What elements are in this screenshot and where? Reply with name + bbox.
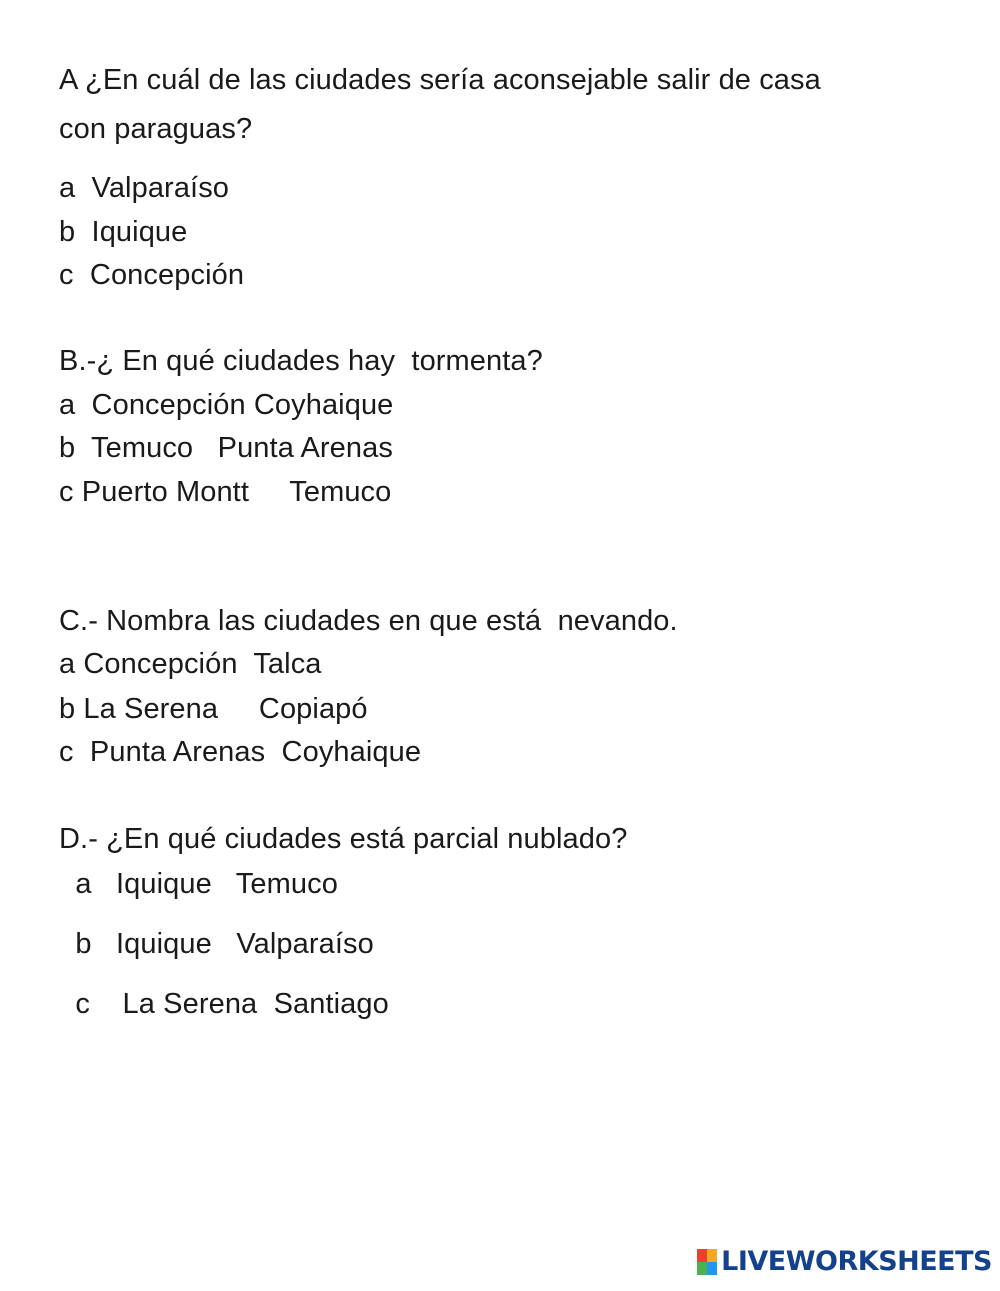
- logo-square-orange: [707, 1249, 717, 1262]
- question-c-option-a[interactable]: a Concepción Talca: [59, 648, 322, 680]
- liveworksheets-brand[interactable]: [697, 1247, 992, 1277]
- liveworksheets-logo-icon: [697, 1249, 717, 1275]
- question-b-option-b[interactable]: b Temuco Punta Arenas: [59, 432, 393, 464]
- question-a-option-c[interactable]: c Concepción: [59, 259, 245, 291]
- question-b-option-a[interactable]: a Concepción Coyhaique: [59, 389, 394, 421]
- question-c-option-c[interactable]: c Punta Arenas Coyhaique: [59, 736, 422, 768]
- question-b-prompt: B.-¿ En qué ciudades hay tormenta?: [59, 345, 543, 377]
- question-b-option-c[interactable]: c Puerto Montt Temuco: [59, 476, 392, 508]
- logo-square-green: [697, 1262, 707, 1275]
- question-c-prompt: C.- Nombra las ciudades en que está nevando.: [59, 605, 678, 637]
- question-d-option-a[interactable]: a Iquique Temuco: [59, 868, 338, 900]
- logo-square-blue: [707, 1262, 717, 1275]
- logo-square-red: [697, 1249, 707, 1262]
- question-a-prompt-line1: A ¿En cuál de las ciudades sería aconsejable salir de casa: [59, 64, 821, 96]
- question-a-option-a[interactable]: a Valparaíso: [59, 172, 230, 204]
- question-d-option-b[interactable]: b Iquique Valparaíso: [59, 928, 374, 960]
- question-d-option-c[interactable]: c La Serena Santiago: [59, 988, 389, 1020]
- question-d-prompt: D.- ¿En qué ciudades está parcial nublado?: [59, 823, 628, 855]
- question-a-prompt-line2: con paraguas?: [59, 113, 253, 145]
- question-c-option-b[interactable]: b La Serena Copiapó: [59, 693, 368, 725]
- brand-text: LIVEWORKSHEETS: [721, 1246, 992, 1277]
- question-a-option-b[interactable]: b Iquique: [59, 216, 188, 248]
